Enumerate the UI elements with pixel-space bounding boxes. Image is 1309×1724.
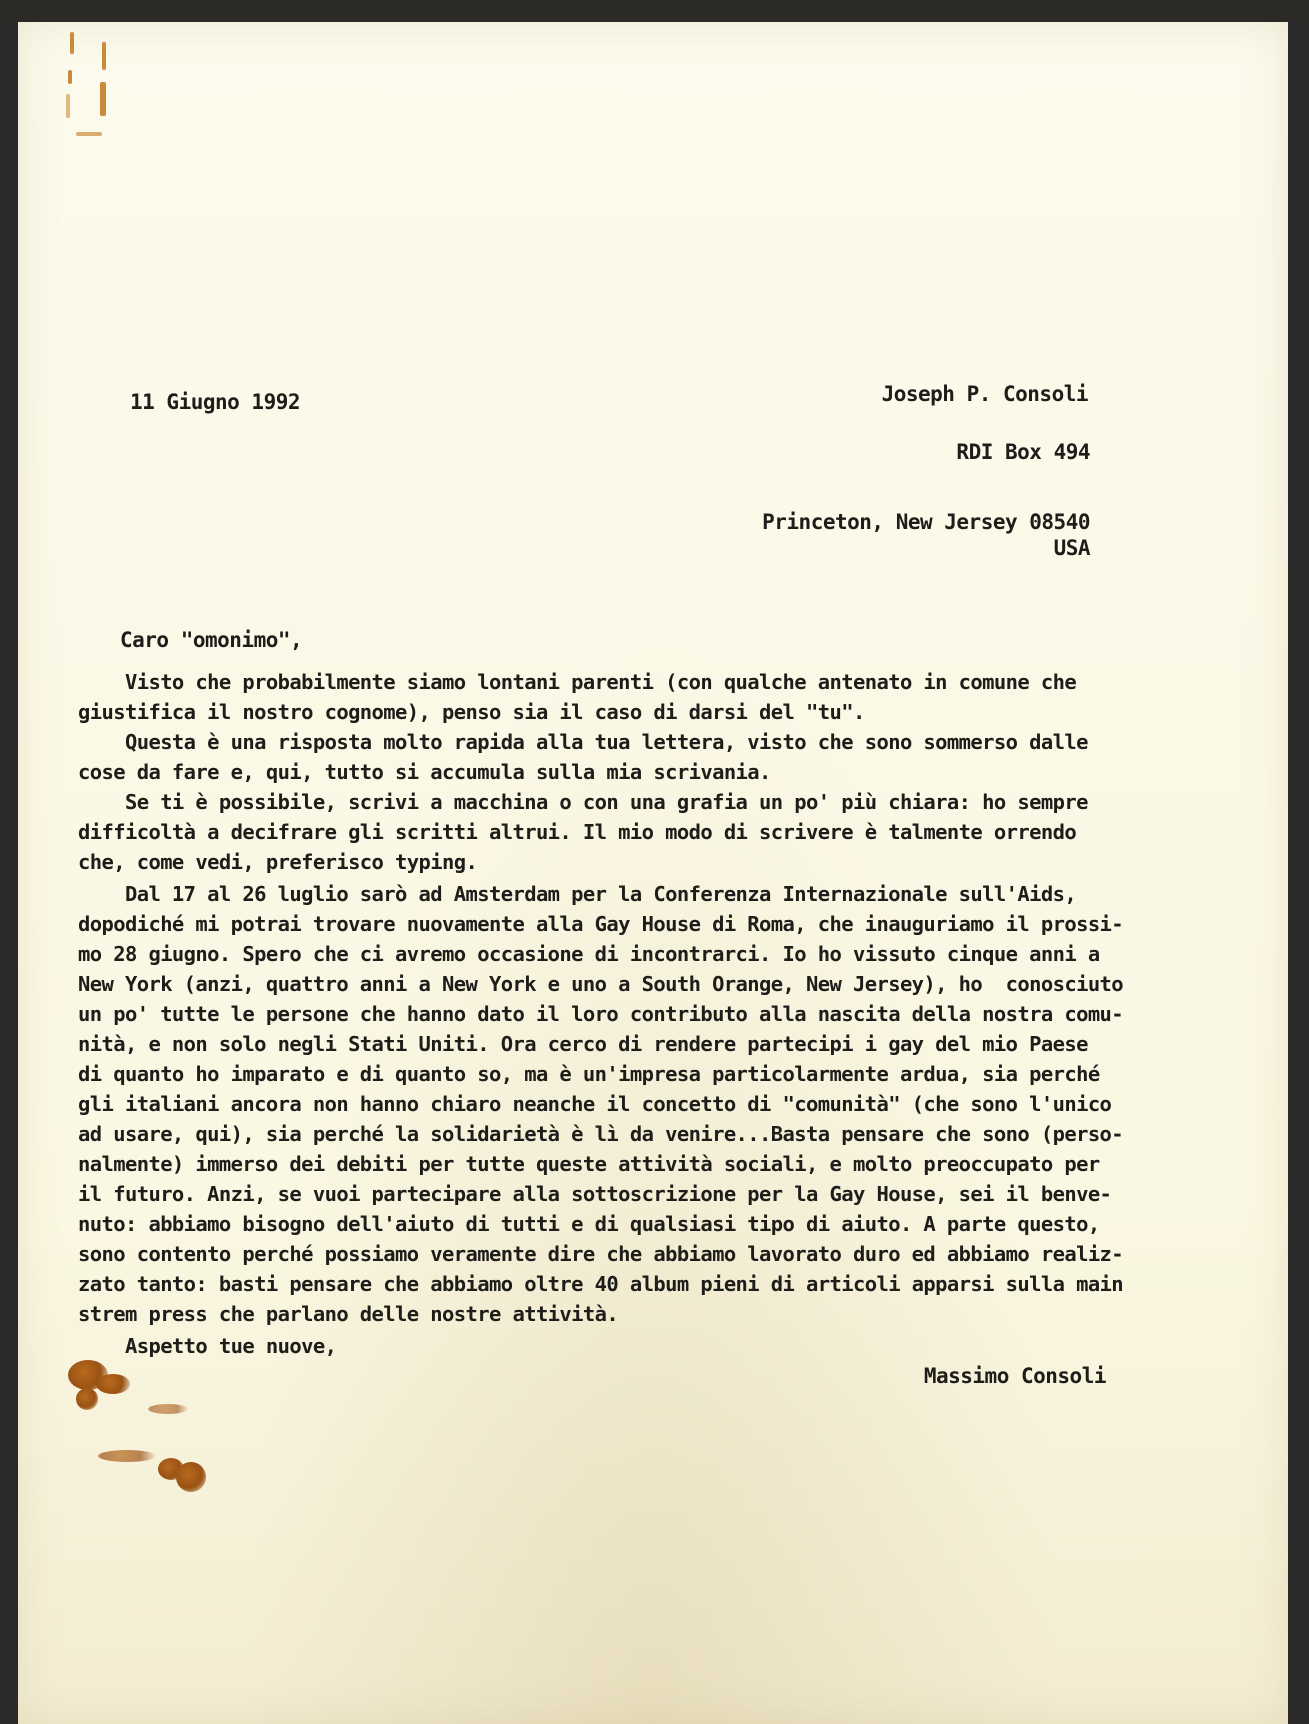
body-line: nalmente) immerso dei debiti per tutte queste attività sociali, e molto preoccupato per	[78, 1152, 1100, 1176]
rust-stain	[176, 1462, 206, 1492]
body-line: Questa è una risposta molto rapida alla tua lettera, visto che sono sommerso dalle	[78, 730, 1088, 754]
staple-mark	[68, 70, 72, 84]
salutation: Caro "omonimo",	[120, 628, 303, 652]
staple-mark	[70, 32, 74, 54]
rust-stain	[76, 1388, 98, 1410]
body-line: difficoltà a decifrare gli scritti altrui. Il mio modo di scrivere è talmente orrendo	[78, 820, 1077, 844]
staple-mark	[102, 42, 106, 70]
body-line: mo 28 giugno. Spero che ci avremo occasione di incontrarci. Io ho vissuto cinque anni a	[78, 942, 1100, 966]
body-line: New York (anzi, quattro anni a New York e uno a South Orange, New Jersey), ho conosciuto	[78, 972, 1124, 996]
signature: Massimo Consoli	[923, 1364, 1106, 1388]
body-line: dopodiché mi potrai trovare nuovamente alla Gay House di Roma, che inauguriamo il prossi-	[78, 912, 1124, 936]
rust-stain	[148, 1404, 188, 1414]
body-line: un po' tutte le persone che hanno dato il loro contributo alla nascita della nostra comu-	[78, 1002, 1124, 1026]
recipient-name: Joseph P. Consoli	[881, 382, 1088, 406]
body-line: che, come vedi, preferisco typing.	[78, 850, 478, 874]
body-line: cose da fare e, qui, tutto si accumula sulla mia scrivania.	[78, 760, 771, 784]
rust-stain	[98, 1450, 156, 1462]
body-line: nuto: abbiamo bisogno dell'aiuto di tutti e di qualsiasi tipo di aiuto. A parte questo,	[78, 1212, 1100, 1236]
staple-mark	[66, 94, 70, 118]
body-line: Aspetto tue nuove,	[78, 1334, 337, 1358]
body-line: il futuro. Anzi, se vuoi partecipare alla sottoscrizione per la Gay House, sei il benve-	[78, 1182, 1112, 1206]
body-line: Dal 17 al 26 luglio sarò ad Amsterdam per la Conferenza Internazionale sull'Aids,	[78, 882, 1077, 906]
scan-border	[0, 0, 1309, 22]
staple-mark	[100, 82, 106, 116]
body-line: giustifica il nostro cognome), penso sia il caso di darsi del "tu".	[78, 700, 865, 724]
body-line: Se ti è possibile, scrivi a macchina o con una grafia un po' più chiara: ho sempre	[78, 790, 1088, 814]
body-line: gli italiani ancora non hanno chiaro neanche il concetto di "comunità" (che sono l'unico	[78, 1092, 1112, 1116]
body-line: sono contento perché possiamo veramente dire che abbiamo lavorato duro ed abbiamo realiz-	[78, 1242, 1124, 1266]
recipient-box: RDI Box 494	[956, 440, 1090, 464]
body-line: di quanto ho imparato e di quanto so, ma è un'impresa particolarmente ardua, sia perché	[78, 1062, 1100, 1086]
recipient-city: Princeton, New Jersey 08540	[762, 510, 1090, 534]
letter-date: 11 Giugno 1992	[130, 390, 301, 414]
rust-stain	[96, 1374, 130, 1394]
body-line: strem press che parlano delle nostre attività.	[78, 1302, 619, 1326]
staple-mark	[76, 132, 102, 136]
body-line: zato tanto: basti pensare che abbiamo oltre 40 album pieni di articoli apparsi sulla main	[78, 1272, 1124, 1296]
letter-page	[18, 22, 1288, 1724]
body-line: ad usare, qui), sia perché la solidarietà è lì da venire...Basta pensare che sono (perso-	[78, 1122, 1124, 1146]
body-line: nità, e non solo negli Stati Uniti. Ora cerco di rendere partecipi i gay del mio Paese	[78, 1032, 1088, 1056]
body-line: Visto che probabilmente siamo lontani parenti (con qualche antenato in comune che	[78, 670, 1077, 694]
recipient-country: USA	[1053, 536, 1090, 560]
